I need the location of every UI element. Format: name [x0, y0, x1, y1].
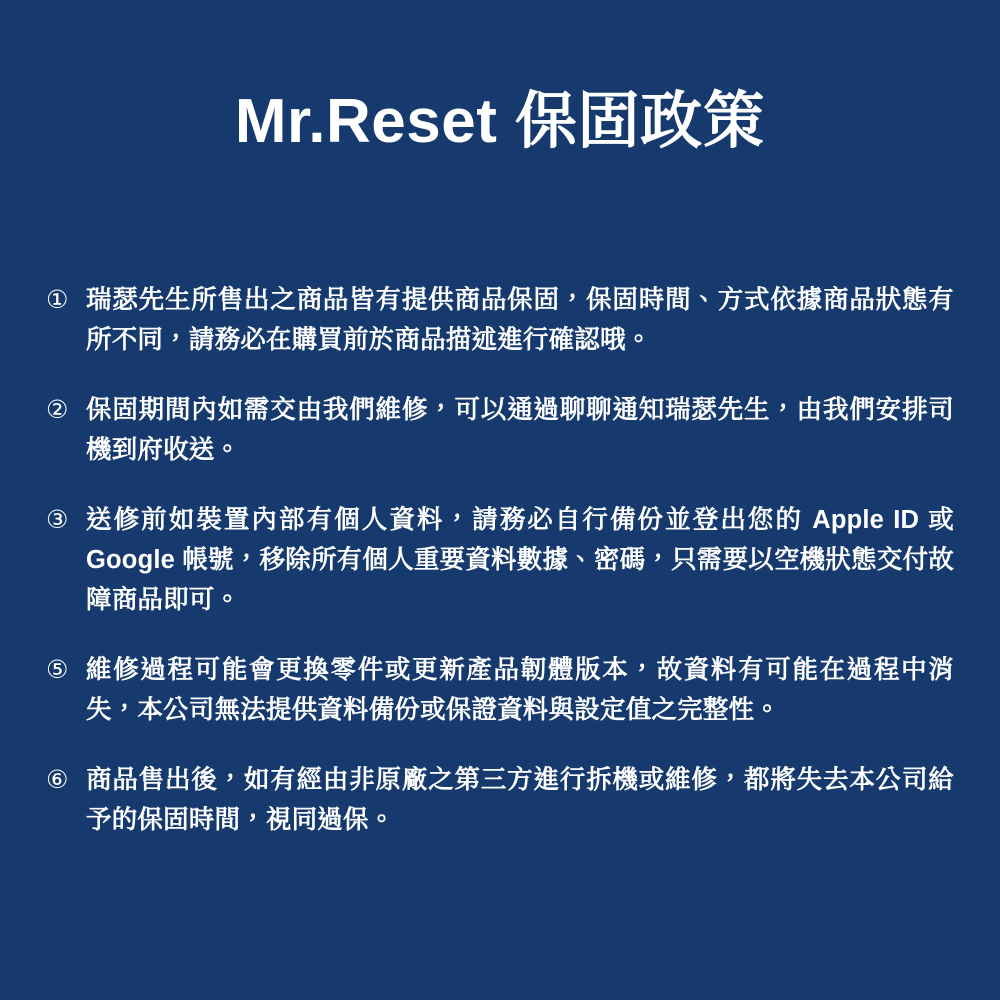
- list-item-marker: ②: [46, 396, 69, 424]
- list-item: [46, 760, 954, 840]
- list-item: [46, 650, 954, 730]
- list-item-text: 商品售出後，如有經由非原廠之第三方進行拆機或維修，都將失去本公司給予的保固時間，視同過保。: [86, 766, 954, 834]
- list-item-marker: ⑥: [46, 766, 69, 794]
- list-item-marker: ③: [46, 506, 69, 534]
- list-item: [46, 500, 954, 620]
- list-item-marker: ⑤: [46, 656, 69, 684]
- list-item: [46, 390, 954, 470]
- page-title: Mr.Reset 保固政策: [234, 87, 766, 156]
- policy-list: [46, 280, 954, 870]
- list-item-text: 維修過程可能會更換零件或更新產品韌體版本，故資料有可能在過程中消失，本公司無法提供資料備份或保證資料與設定值之完整性。: [86, 656, 954, 724]
- list-item-text: 瑞瑟先生所售出之商品皆有提供商品保固，保固時間、方式依據商品狀態有所不同，請務必在購買前於商品描述進行確認哦。: [86, 286, 954, 354]
- list-item: [46, 280, 954, 360]
- list-item-marker: ①: [46, 286, 69, 314]
- list-item-text: 送修前如裝置內部有個人資料，請務必自行備份並登出您的 Apple ID 或 Google 帳號，移除所有個人重要資料數據、密碼，只需要以空機狀態交付故障商品即可。: [86, 506, 954, 614]
- list-item-text: 保固期間內如需交由我們維修，可以通過聊聊通知瑞瑟先生，由我們安排司機到府收送。: [86, 396, 954, 464]
